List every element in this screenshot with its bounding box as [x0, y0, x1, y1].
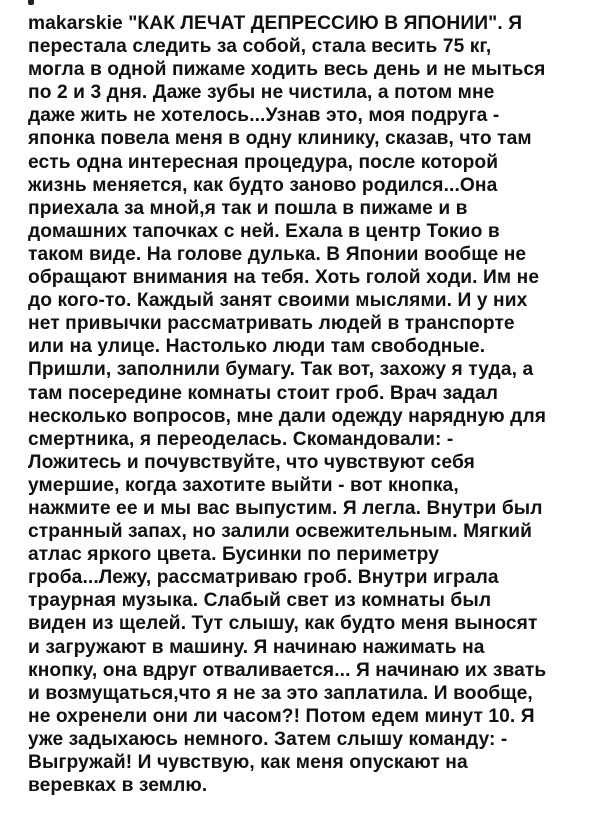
caption-line: даже жить не хотелось...Узнав это, моя подруга -: [28, 105, 500, 127]
caption-line: уже задыхаюсь немного. Затем слышу команду: -: [28, 728, 508, 750]
caption-line: Выгружай! И чувствую, как меня опускают на: [28, 752, 468, 773]
caption-line: нет привычки рассматривать людей в транспорте: [28, 313, 515, 335]
username-link[interactable]: makarskie: [28, 13, 123, 34]
caption-line: или на улице. Настолько люди там свободные.: [28, 336, 486, 358]
caption-line: виден из щелей. Тут слышу, как будто меня выносят: [28, 613, 538, 635]
cropped-previous-line: [28, 0, 34, 5]
caption-line: и возмущаться,что я не за это заплатила. И вообще,: [28, 682, 533, 704]
caption-line: там посередине комнаты стоит гроб. Врач задал: [28, 382, 499, 404]
caption-line: [28, 12, 588, 35]
caption-line: Ложитесь и почувствуйте, что чувствуют себя: [28, 451, 475, 473]
caption-line: умершие, когда захотите выйти - вот кнопка,: [28, 474, 459, 496]
caption-line: есть одна интересная процедура, после которой: [28, 151, 499, 173]
caption-line: траурная музыка. Слабый свет из комнаты был: [28, 590, 492, 612]
caption-line: по 2 и 3 дня. Даже зубы не чистила, а потом мне: [28, 82, 495, 104]
caption-line: гроба...Лежу, рассматриваю гроб. Внутри играла: [28, 567, 499, 589]
caption-line: могла в одной пижаме ходить весь день и не мыться: [28, 59, 546, 81]
caption-line: странный запах, но залили освежительным. Мягкий: [28, 521, 533, 543]
caption-line: несколько вопросов, мне дали одежду нарядную для: [28, 405, 547, 427]
caption-line: домашних тапочках с ней. Ехала в центр Токио в: [28, 220, 500, 242]
caption-line: японка повела меня в одну клинику, сказав, что там: [28, 128, 532, 150]
caption-line: не охренели они ли часом?! Потом едем минут 10. Я: [28, 705, 535, 727]
caption-line: перестала следить за собой, стала весить 75 кг,: [28, 36, 492, 58]
caption-line: Пришли, заполнили бумагу. Так вот, захожу я туда, а: [28, 359, 534, 381]
caption-line: нажмите ее и мы вас выпустим. Я легла. Внутри был: [28, 497, 543, 519]
caption-line: и загружают в машину. Я начинаю нажимать на: [28, 636, 485, 658]
caption-line: приехала за мной,я так и пошла в пижаме и в: [28, 197, 468, 219]
caption-line: до кого-то. Каждый занят своими мыслями. И у них: [28, 290, 528, 312]
caption-line: обращают внимания на тебя. Хоть голой ходи. Им не: [28, 267, 540, 289]
caption-line: веревках в землю.: [28, 775, 208, 797]
caption-text: "КАК ЛЕЧАТ ДЕПРЕССИЮ В ЯПОНИИ". Я: [122, 13, 523, 34]
caption-line: жизнь меняется, как будто заново родился...Она: [28, 174, 498, 196]
caption-line: смертника, я переоделась. Скомандовали: -: [28, 428, 454, 450]
caption-line: таком виде. На голове дулька. В Японии вообще не: [28, 243, 527, 265]
caption-line: кнопку, она вдруг отваливается... Я начинаю их звать: [28, 659, 547, 681]
post-caption: [28, 12, 588, 797]
caption-line: атлас яркого цвета. Бусинки по периметру: [28, 544, 440, 566]
